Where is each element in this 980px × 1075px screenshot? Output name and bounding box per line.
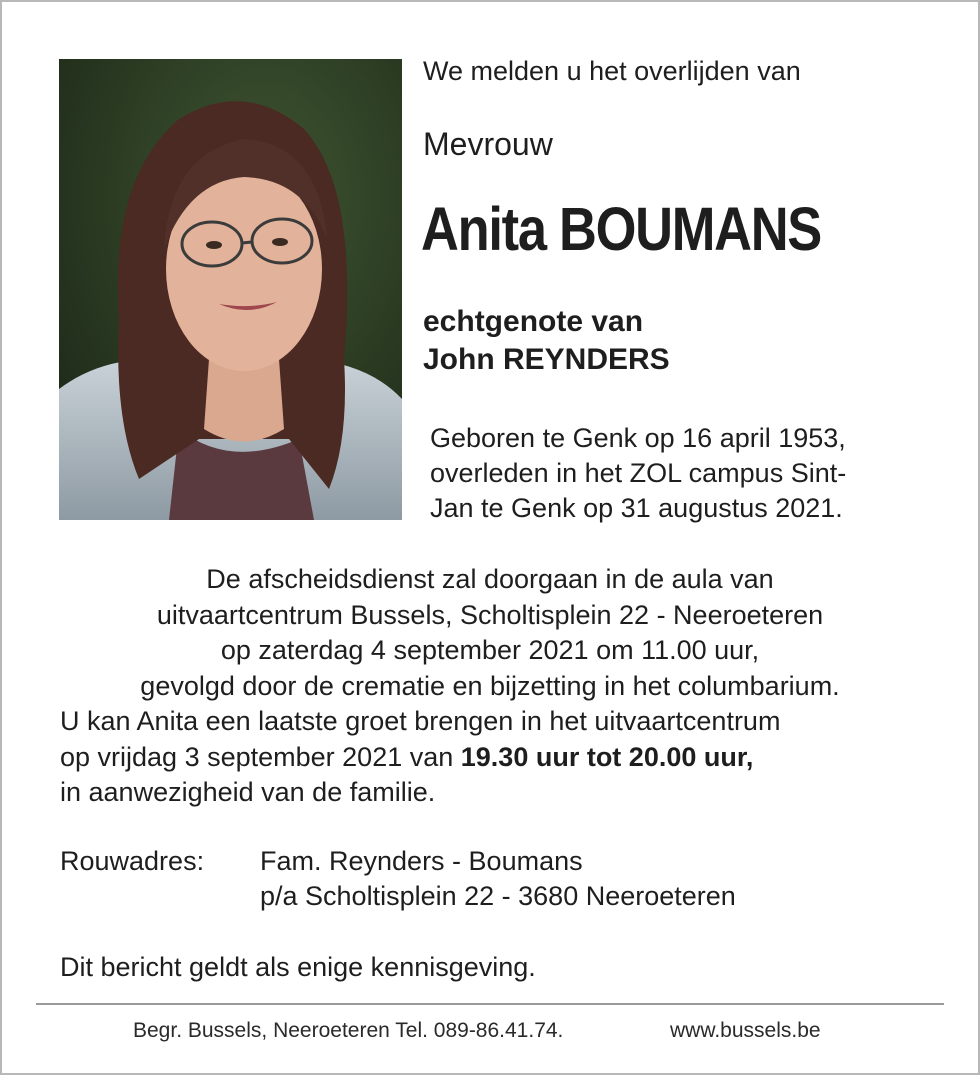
birth-death-line: Geboren te Genk op 16 april 1953, bbox=[430, 423, 846, 453]
portrait-illustration bbox=[59, 59, 402, 520]
deceased-name: Anita BOUMANS bbox=[421, 195, 821, 263]
birth-death-line: overleden in het ZOL campus Sint- bbox=[430, 458, 847, 488]
service-line: in aanwezigheid van de familie. bbox=[60, 777, 436, 807]
portrait-photo bbox=[59, 59, 402, 520]
service-line: uitvaartcentrum Bussels, Scholtisplein 22 - Neeroeteren bbox=[156, 599, 824, 630]
footer-divider bbox=[36, 1003, 944, 1005]
spouse-relation: echtgenote van bbox=[423, 305, 644, 338]
website-link[interactable]: www.bussels.be bbox=[670, 1019, 821, 1042]
mourning-address-line: Fam. Reynders - Boumans bbox=[260, 846, 583, 876]
birth-death-line: Jan te Genk op 31 augustus 2021. bbox=[430, 493, 843, 523]
visitation-line bbox=[0, 740, 980, 776]
mourning-address-line: p/a Scholtisplein 22 - 3680 Neeroeteren bbox=[260, 881, 736, 911]
service-line: U kan Anita een laatste groet brengen in het uitvaartcentrum bbox=[60, 706, 781, 736]
service-line: De afscheidsdienst zal doorgaan in de aula van bbox=[206, 564, 774, 594]
salutation: Mevrouw bbox=[423, 126, 553, 162]
announcement-text: We melden u het overlijden van bbox=[423, 56, 801, 86]
service-line: op zaterdag 4 september 2021 om 11.00 uur, bbox=[220, 635, 760, 665]
mourning-address-label: Rouwadres: bbox=[60, 846, 205, 876]
visitation-hours: 19.30 uur tot 20.00 uur, bbox=[460, 741, 754, 772]
funeral-service-details bbox=[0, 562, 980, 811]
visitation-date: op vrijdag 3 september 2021 van bbox=[60, 741, 461, 772]
service-line: gevolgd door de crematie en bijzetting in het columbarium. bbox=[140, 670, 840, 701]
spouse-name: John REYNDERS bbox=[423, 343, 670, 376]
birth-death-details bbox=[430, 421, 846, 526]
undertaker-contact: Begr. Bussels, Neeroeteren Tel. 089-86.41.74. bbox=[133, 1019, 564, 1042]
notice-text: Dit bericht geldt als enige kennisgeving. bbox=[60, 952, 536, 982]
